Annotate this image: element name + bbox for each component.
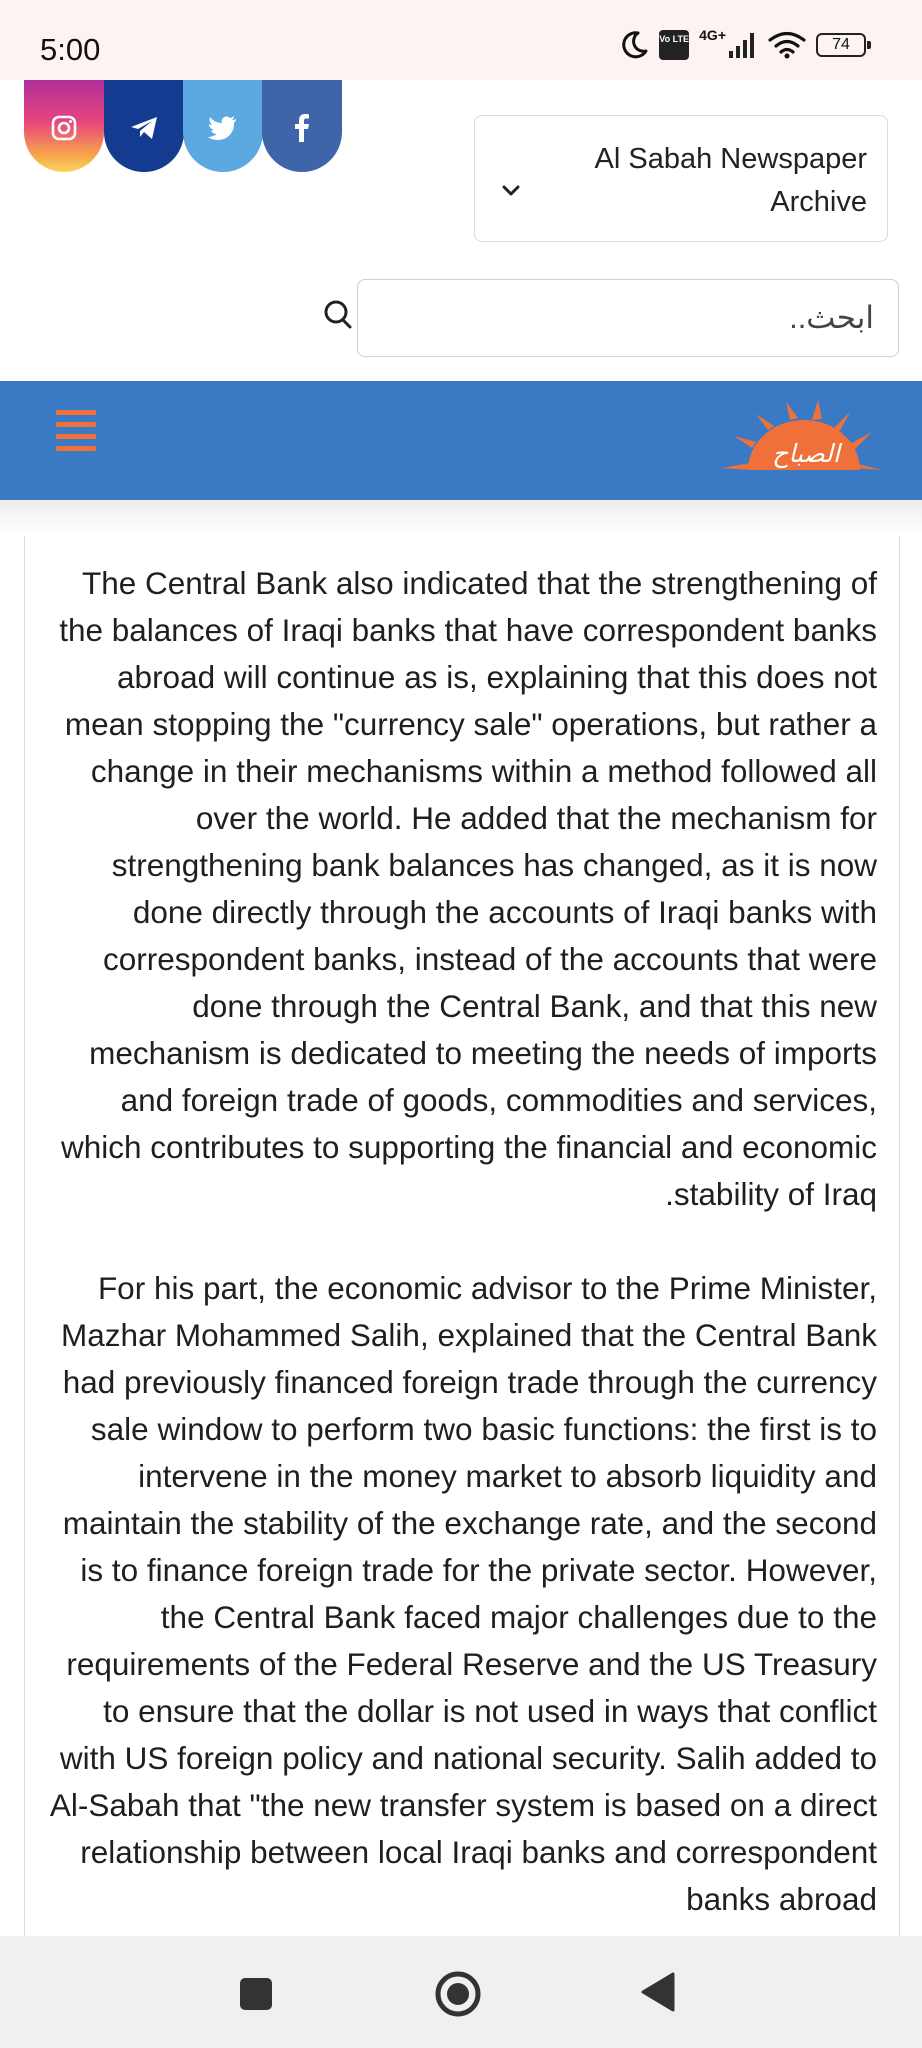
archive-label: Al Sabah Newspaper Archive (594, 143, 867, 218)
volte-icon: Vo LTE (659, 30, 689, 60)
signal-icon (728, 31, 758, 59)
telegram-link[interactable] (104, 80, 184, 172)
logo[interactable] (712, 384, 890, 480)
facebook-icon (294, 114, 310, 142)
status-icons (619, 27, 866, 60)
network-type-label: 4G+ (699, 27, 726, 43)
twitter-icon (208, 115, 238, 141)
status-time: 5:00 (40, 32, 101, 67)
telegram-icon (129, 115, 159, 141)
twitter-link[interactable] (183, 80, 263, 172)
triangle-back-icon[interactable] (640, 1972, 676, 2012)
status-bar (0, 0, 922, 80)
moon-icon (619, 30, 649, 60)
article-body (47, 560, 877, 1936)
instagram-link[interactable] (24, 80, 104, 172)
article-paragraph: The Central Bank also indicated that the strengthening of the balances of Iraqi banks that have correspondent banks abroad will continue as is, explaining that this does not mean stopping the "currency sale" operations, but rather a change in their mechanisms within a method followed all over the world. He added that the mechanism for strengthening bank balances has changed, as it is now done directly through the accounts of Iraqi banks with correspondent banks, instead of the accounts that were done through the Central Bank, and that this new mechanism is dedicated to meeting the needs of imports and foreign trade of goods, commodities and services, which contributes to supporting the financial and economic .stability of Iraq (59, 565, 877, 1212)
logo-text: الصباح (772, 439, 840, 468)
instagram-icon (51, 115, 77, 141)
chevron-down-icon (501, 184, 521, 198)
circle-home-icon[interactable] (434, 1970, 482, 2018)
system-nav-bar (0, 1936, 922, 2048)
battery-indicator: 74 (816, 33, 866, 57)
menu-icon[interactable] (56, 410, 96, 456)
article-paragraph: For his part, the economic advisor to the Prime Minister, Mazhar Mohammed Salih, explained that the Central Bank had previously financed foreign trade through the currency sale window to perform two basic functions: the first is to intervene in the money market to absorb liquidity and maintain the stability of the exchange rate, and the second is to finance foreign trade for the private sector. However, the Central Bank faced major challenges due to the requirements of the Federal Reserve and the US Treasury to ensure that the dollar is not used in ways that conflict with US foreign policy and national security. Salih added to Al-Sabah that "the new transfer system is based on a direct relationship between local Iraqi banks and correspondent banks abroad (49, 1270, 877, 1917)
archive-dropdown[interactable] (474, 115, 888, 242)
square-icon[interactable] (240, 1978, 272, 2010)
header-shadow (0, 500, 922, 536)
wifi-icon (768, 31, 806, 59)
search-input[interactable] (357, 279, 899, 357)
search-icon[interactable] (323, 299, 353, 331)
facebook-link[interactable] (262, 80, 342, 172)
article-card (24, 536, 900, 1936)
